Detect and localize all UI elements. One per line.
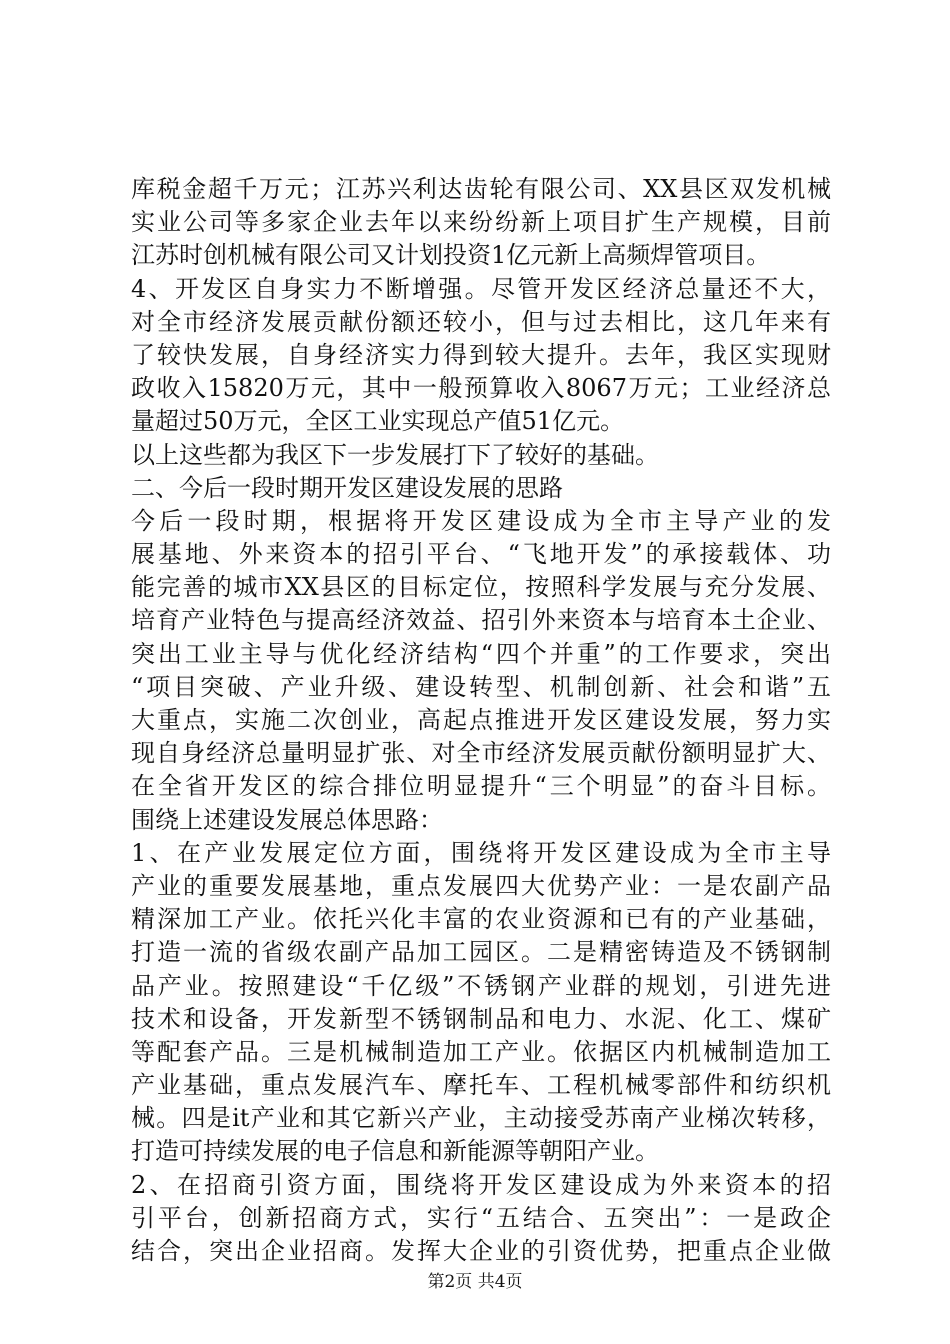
text-line: 对全市经济发展贡献份额还较小，但与过去相比，这几年来有 — [131, 307, 831, 336]
text-line: 突出工业主导与优化经济结构“四个并重”的工作要求，突出 — [131, 639, 831, 668]
text-line: 精深加工产业。依托兴化丰富的农业资源和已有的产业基础， — [131, 905, 831, 934]
text-line: 今后一段时期，根据将开发区建设成为全市主导产业的发 — [131, 506, 831, 535]
text-line: 量超过50万元，全区工业实现总产值51亿元。 — [131, 407, 625, 436]
page-footer: 第2页 共4页 — [427, 1272, 523, 1292]
text-line: 现自身经济总量明显扩张、对全市经济发展贡献份额明显扩大、 — [131, 739, 831, 768]
document-body — [131, 173, 831, 1268]
text-line: 产业的重要发展基地，重点发展四大优势产业：一是农副产品 — [131, 871, 831, 900]
text-line: 江苏时创机械有限公司又计划投资1亿元新上高频焊管项目。 — [131, 241, 771, 270]
text-line: 大重点，实施二次创业，高起点推进开发区建设发展，努力实 — [131, 706, 831, 734]
text-line: 械。四是it产业和其它新兴产业，主动接受苏南产业梯次转移， — [131, 1104, 831, 1133]
text-line: 围绕上述建设发展总体思路： — [131, 805, 443, 834]
text-line: 产业基础，重点发展汽车、摩托车、工程机械零部件和纺织机 — [131, 1071, 831, 1100]
text-line: 1、在产业发展定位方面，围绕将开发区建设成为全市主导 — [131, 838, 831, 867]
text-line: 结合，突出企业招商。发挥大企业的引资优势，把重点企业做 — [131, 1237, 831, 1265]
text-line: 4、开发区自身实力不断增强。尽管开发区经济总量还不大， — [131, 274, 831, 303]
text-line: 品产业。按照建设“千亿级”不锈钢产业群的规划，引进先进 — [131, 971, 831, 1000]
text-line: “项目突破、产业升级、建设转型、机制创新、社会和谐”五 — [131, 672, 831, 701]
text-line: 引平台，创新招商方式，实行“五结合、五突出”：一是政企 — [131, 1203, 831, 1232]
text-line: 培育产业特色与提高经济效益、招引外来资本与培育本土企业、 — [131, 606, 831, 635]
text-line: 等配套产品。三是机械制造加工产业。依据区内机械制造加工 — [131, 1037, 831, 1066]
text-line: 2、在招商引资方面，围绕将开发区建设成为外来资本的招 — [131, 1170, 831, 1199]
text-line: 技术和设备，开发新型不锈钢制品和电力、水泥、化工、煤矿 — [131, 1004, 831, 1033]
text-line: 政收入15820万元，其中一般预算收入8067万元；工业经济总 — [131, 374, 831, 403]
text-line: 二、今后一段时期开发区建设发展的思路 — [131, 473, 563, 502]
text-line: 实业公司等多家企业去年以来纷纷新上项目扩生产规模，目前 — [131, 208, 831, 237]
text-line: 以上这些都为我区下一步发展打下了较好的基础。 — [131, 440, 659, 469]
text-line: 能完善的城市XX县区的目标定位，按照科学发展与充分发展、 — [131, 573, 831, 602]
text-line: 了较快发展，自身经济实力得到较大提升。去年，我区实现财 — [131, 340, 831, 369]
text-line: 打造可持续发展的电子信息和新能源等朝阳产业。 — [131, 1137, 659, 1166]
text-line: 展基地、外来资本的招引平台、“飞地开发”的承接载体、功 — [131, 540, 831, 569]
text-line: 打造一流的省级农副产品加工园区。二是精密铸造及不锈钢制 — [131, 938, 831, 967]
text-line: 在全省开发区的综合排位明显提升“三个明显”的奋斗目标。 — [131, 772, 831, 801]
text-line: 库税金超千万元；江苏兴利达齿轮有限公司、XX县区双发机械 — [131, 175, 831, 203]
